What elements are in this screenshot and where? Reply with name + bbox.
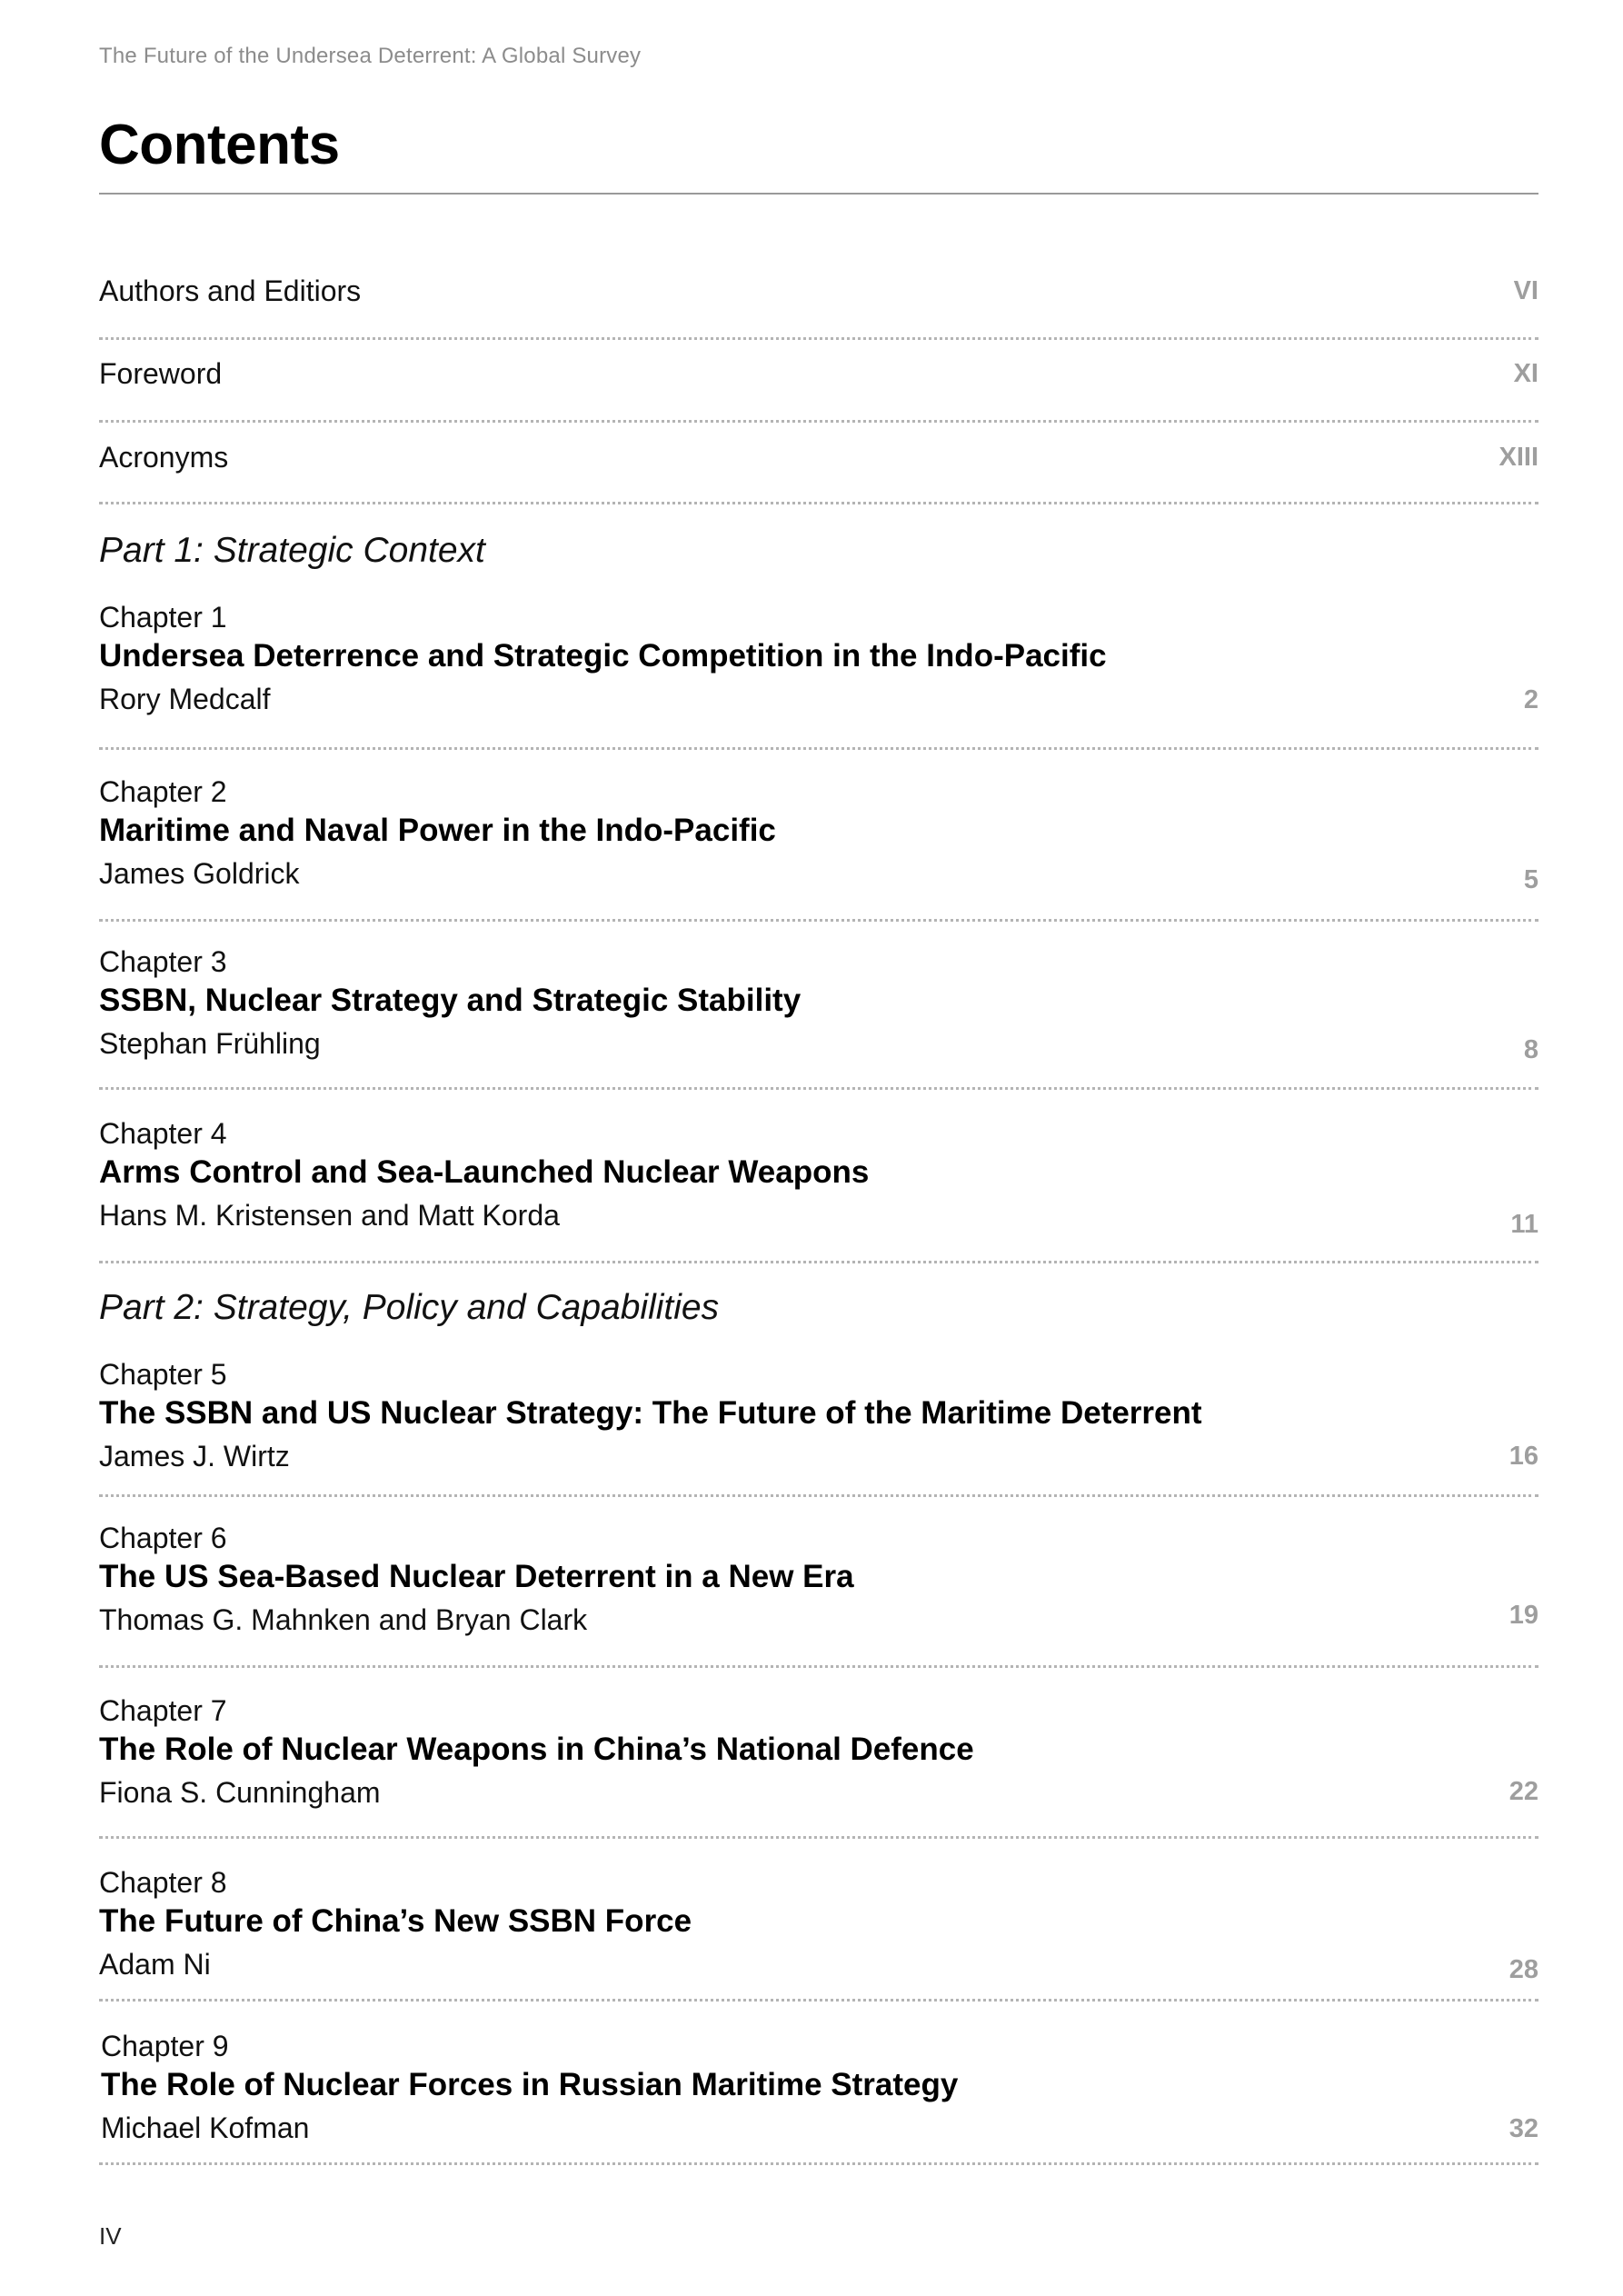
- entry-page-number: 19: [1508, 1601, 1538, 1630]
- entry-page-number: XIII: [1499, 443, 1538, 472]
- toc-entry-authors-and-editors[interactable]: [99, 264, 1538, 340]
- chapter-author: Hans M. Kristensen and Matt Korda: [99, 1199, 560, 1232]
- chapter-label: Chapter 8: [99, 1866, 227, 1899]
- chapter-label: Chapter 7: [99, 1694, 227, 1727]
- chapter-title: The Role of Nuclear Weapons in China’s National Defence: [99, 1732, 974, 1767]
- entry-page-number: VI: [1513, 276, 1538, 305]
- entry-page-number: 11: [1510, 1210, 1538, 1239]
- chapter-author: James J. Wirtz: [99, 1440, 290, 1472]
- toc-entry-chapter-1[interactable]: [99, 595, 1538, 750]
- toc-entry-chapter-7[interactable]: [99, 1668, 1538, 1839]
- chapter-label: Chapter 5: [99, 1358, 227, 1391]
- chapter-title: The Role of Nuclear Forces in Russian Maritime Strategy: [101, 2067, 959, 2102]
- part-heading: Part 1: Strategic Context: [99, 531, 485, 570]
- entry-label: Authors and Editiors: [99, 275, 362, 307]
- chapter-author: Adam Ni: [99, 1948, 211, 1981]
- chapter-author: Stephan Frühling: [99, 1027, 321, 1060]
- entry-label: Acronyms: [99, 441, 229, 474]
- toc-entry-chapter-6[interactable]: [99, 1497, 1538, 1668]
- part-heading: Part 2: Strategy, Policy and Capabilities: [99, 1288, 720, 1327]
- chapter-title: SSBN, Nuclear Strategy and Strategic Stability: [99, 983, 802, 1018]
- toc-entry-chapter-9[interactable]: [99, 2002, 1538, 2165]
- chapter-author: Thomas G. Mahnken and Bryan Clark: [99, 1603, 588, 1636]
- title-rule: [99, 193, 1538, 195]
- entry-page-number: 2: [1523, 685, 1538, 714]
- dotted-leader: [99, 2162, 1538, 2165]
- entry-page-number: 28: [1508, 1955, 1538, 1984]
- toc-entry-foreword[interactable]: [99, 340, 1538, 423]
- chapter-label: Chapter 9: [101, 2030, 229, 2062]
- entry-label: Foreword: [99, 357, 223, 390]
- chapter-author: Rory Medcalf: [99, 683, 271, 715]
- toc-entry-chapter-5[interactable]: [99, 1353, 1538, 1497]
- chapter-label: Chapter 4: [99, 1117, 227, 1150]
- chapter-title: The Future of China’s New SSBN Force: [99, 1903, 692, 1939]
- entry-page-number: 22: [1508, 1777, 1538, 1806]
- chapter-label: Chapter 6: [99, 1522, 227, 1554]
- toc-page: [99, 0, 1538, 2296]
- toc-entry-chapter-2[interactable]: [99, 750, 1538, 922]
- chapter-label: Chapter 1: [99, 601, 227, 634]
- chapter-title: Maritime and Naval Power in the Indo-Pacific: [99, 813, 776, 848]
- toc-entry-acronyms[interactable]: [99, 423, 1538, 504]
- page-folio: IV: [99, 2222, 122, 2250]
- chapter-label: Chapter 3: [99, 945, 227, 978]
- chapter-author: Michael Kofman: [101, 2111, 310, 2144]
- toc-entry-chapter-4[interactable]: [99, 1090, 1538, 1263]
- chapter-title: The SSBN and US Nuclear Strategy: The Future of the Maritime Deterrent: [99, 1395, 1202, 1431]
- entry-page-number: XI: [1513, 359, 1538, 388]
- chapter-title: Arms Control and Sea-Launched Nuclear Weapons: [99, 1154, 870, 1190]
- entry-page-number: 8: [1523, 1035, 1538, 1064]
- chapter-author: James Goldrick: [99, 857, 300, 890]
- chapter-title: The US Sea-Based Nuclear Deterrent in a New Era: [99, 1559, 854, 1594]
- entry-page-number: 32: [1508, 2114, 1538, 2143]
- chapter-author: Fiona S. Cunningham: [99, 1776, 381, 1809]
- entry-page-number: 16: [1508, 1442, 1538, 1471]
- toc-entry-chapter-8[interactable]: [99, 1839, 1538, 2002]
- chapter-title: Undersea Deterrence and Strategic Competition in the Indo-Pacific: [99, 638, 1107, 674]
- dotted-leader: [99, 1261, 1538, 1263]
- running-header: The Future of the Undersea Deterrent: A Global Survey: [99, 44, 642, 68]
- chapter-label: Chapter 2: [99, 775, 227, 808]
- entry-page-number: 5: [1523, 865, 1538, 894]
- contents-title: Contents: [99, 114, 340, 176]
- dotted-leader: [99, 502, 1538, 504]
- toc-entry-chapter-3[interactable]: [99, 922, 1538, 1090]
